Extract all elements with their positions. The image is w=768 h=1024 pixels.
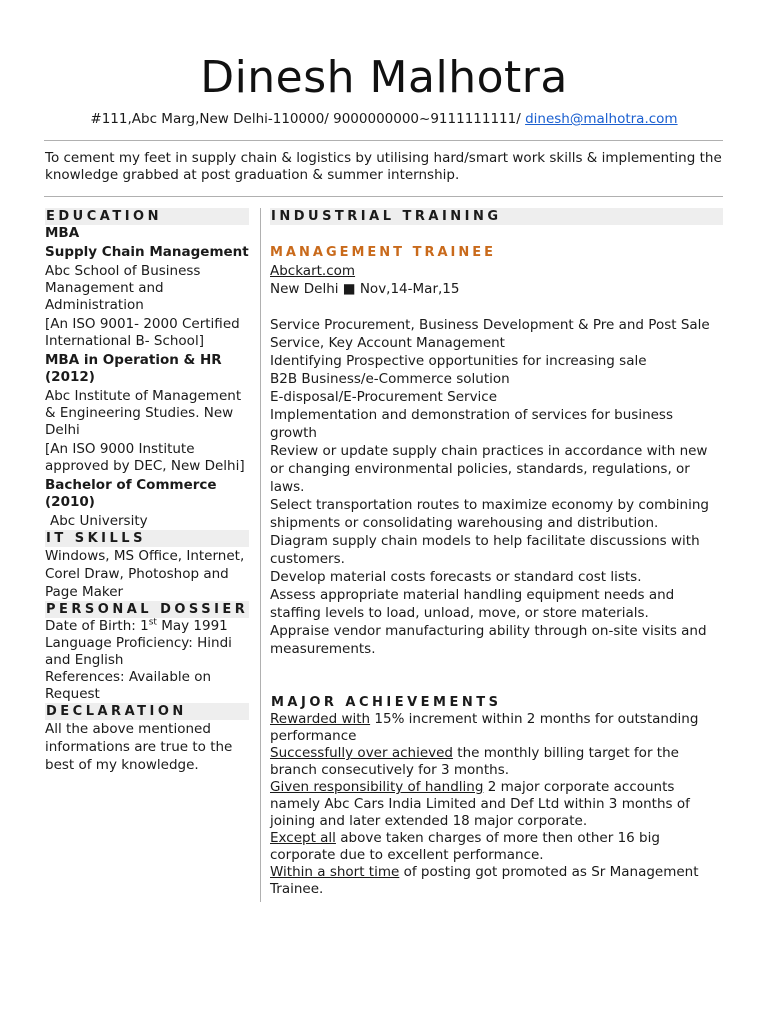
email-link[interactable]: dinesh@malhotra.com bbox=[525, 111, 678, 127]
candidate-name: Dinesh Malhotra bbox=[200, 52, 568, 103]
education-degree-1-spec: Supply Chain Management bbox=[45, 244, 249, 260]
dob-suffix: May 1991 bbox=[156, 618, 228, 634]
duty-item: Diagram supply chain models to help facilitate discussions with customers. bbox=[270, 533, 700, 567]
education-degree-3-school: Abc University bbox=[50, 513, 148, 529]
date-of-birth bbox=[45, 618, 249, 635]
personal-dossier-heading: PERSONAL DOSSIER bbox=[46, 602, 249, 617]
it-skills-text: Windows, MS Office, Internet, Corel Draw, Photoshop and Page Maker bbox=[45, 548, 245, 600]
achievement-item bbox=[270, 779, 723, 830]
achievement-text: 15% increment within 2 months for outstanding performance bbox=[270, 711, 699, 744]
duty-item: Service Procurement, Business Development & Pre and Post Sale Service, Key Account Management bbox=[270, 317, 710, 351]
duty-item: Assess appropriate material handling equipment needs and staffing levels to load, unload, move, or store materials. bbox=[270, 587, 675, 621]
column-divider bbox=[260, 208, 261, 902]
education-degree-2-school: Abc Institute of Management & Engineering Studies. New Delhi bbox=[45, 388, 242, 438]
duty-item: E-disposal/E-Procurement Service bbox=[270, 389, 498, 405]
contact-details: #111,Abc Marg,New Delhi-110000/ 9000000000~9111111111/ bbox=[90, 111, 526, 127]
achievement-text: of posting got promoted as Sr Management Trainee. bbox=[270, 864, 699, 897]
education-degree-1-school: Abc School of Business Management and Administration bbox=[45, 263, 201, 313]
achievement-text: the monthly billing target for the branch consecutively for 3 months. bbox=[270, 745, 679, 778]
location-dates: New Delhi ■ Nov,14-Mar,15 bbox=[270, 281, 460, 297]
education-degree-2-note: [An ISO 9000 Institute approved by DEC, New Delhi] bbox=[45, 441, 245, 474]
duty-item: B2B Business/e-Commerce solution bbox=[270, 371, 510, 387]
duty-item: Develop material costs forecasts or standard cost lists. bbox=[270, 569, 642, 585]
contact-line bbox=[0, 110, 768, 128]
header-divider bbox=[44, 140, 723, 141]
achievement-text: 2 major corporate accounts namely Abc Cars India Limited and Def Ltd within 3 months of joining and later extended 18 major corporate. bbox=[270, 779, 690, 829]
achievements-list bbox=[270, 711, 723, 898]
duty-list bbox=[270, 316, 723, 658]
education-degree-2: MBA in Operation & HR (2012) bbox=[45, 352, 222, 385]
left-column bbox=[45, 208, 249, 774]
education-degree-3: Bachelor of Commerce (2010) bbox=[45, 477, 217, 510]
achievement-lead: Given responsibility of handling bbox=[270, 779, 484, 795]
achievement-item bbox=[270, 745, 723, 779]
achievement-item bbox=[270, 830, 723, 864]
career-objective: To cement my feet in supply chain & logistics by utilising hard/smart work skills & implementing the knowledge grabbed at post graduation & summer internship. bbox=[45, 150, 722, 183]
dob-superscript: st bbox=[148, 617, 157, 628]
education-heading: EDUCATION bbox=[45, 208, 249, 225]
duty-item: Identifying Prospective opportunities for increasing sale bbox=[270, 353, 647, 369]
company-name: Abckart.com bbox=[270, 263, 356, 279]
declaration-text: All the above mentioned informations are true to the best of my knowledge. bbox=[45, 721, 233, 773]
objective-divider bbox=[44, 196, 723, 197]
achievement-item bbox=[270, 864, 723, 898]
education-degree-1-note: [An ISO 9001- 2000 Certified International B- School] bbox=[45, 316, 240, 349]
achievement-lead: Except all bbox=[270, 830, 336, 846]
duty-item: Implementation and demonstration of services for business growth bbox=[270, 407, 673, 441]
achievements-heading: MAJOR ACHIEVEMENTS bbox=[271, 695, 502, 710]
achievement-lead: Successfully over achieved bbox=[270, 745, 454, 761]
dob-prefix: Date of Birth: 1 bbox=[45, 618, 149, 634]
references: References: Available on Request bbox=[45, 669, 212, 702]
it-skills-heading: IT SKILLS bbox=[45, 530, 249, 547]
achievement-lead: Within a short time bbox=[270, 864, 400, 880]
duty-item: Review or update supply chain practices in accordance with new or changing environmental policies, standards, regulations, or laws. bbox=[270, 443, 708, 495]
duty-item: Select transportation routes to maximize economy by combining shipments or consolidating warehousing and distribution. bbox=[270, 497, 709, 531]
language-proficiency: Language Proficiency: Hindi and English bbox=[45, 635, 232, 668]
role-title: MANAGEMENT TRAINEE bbox=[270, 245, 496, 260]
achievement-text: above taken charges of more then other 16 big corporate due to excellent performance. bbox=[270, 830, 660, 863]
duty-item: Appraise vendor manufacturing ability through on-site visits and measurements. bbox=[270, 623, 707, 657]
achievement-item bbox=[270, 711, 723, 745]
achievement-lead: Rewarded with bbox=[270, 711, 371, 727]
education-degree-1: MBA bbox=[45, 225, 80, 241]
declaration-heading: DECLARATION bbox=[45, 703, 249, 720]
industrial-training-heading: INDUSTRIAL TRAINING bbox=[270, 208, 723, 225]
right-column bbox=[270, 208, 723, 898]
